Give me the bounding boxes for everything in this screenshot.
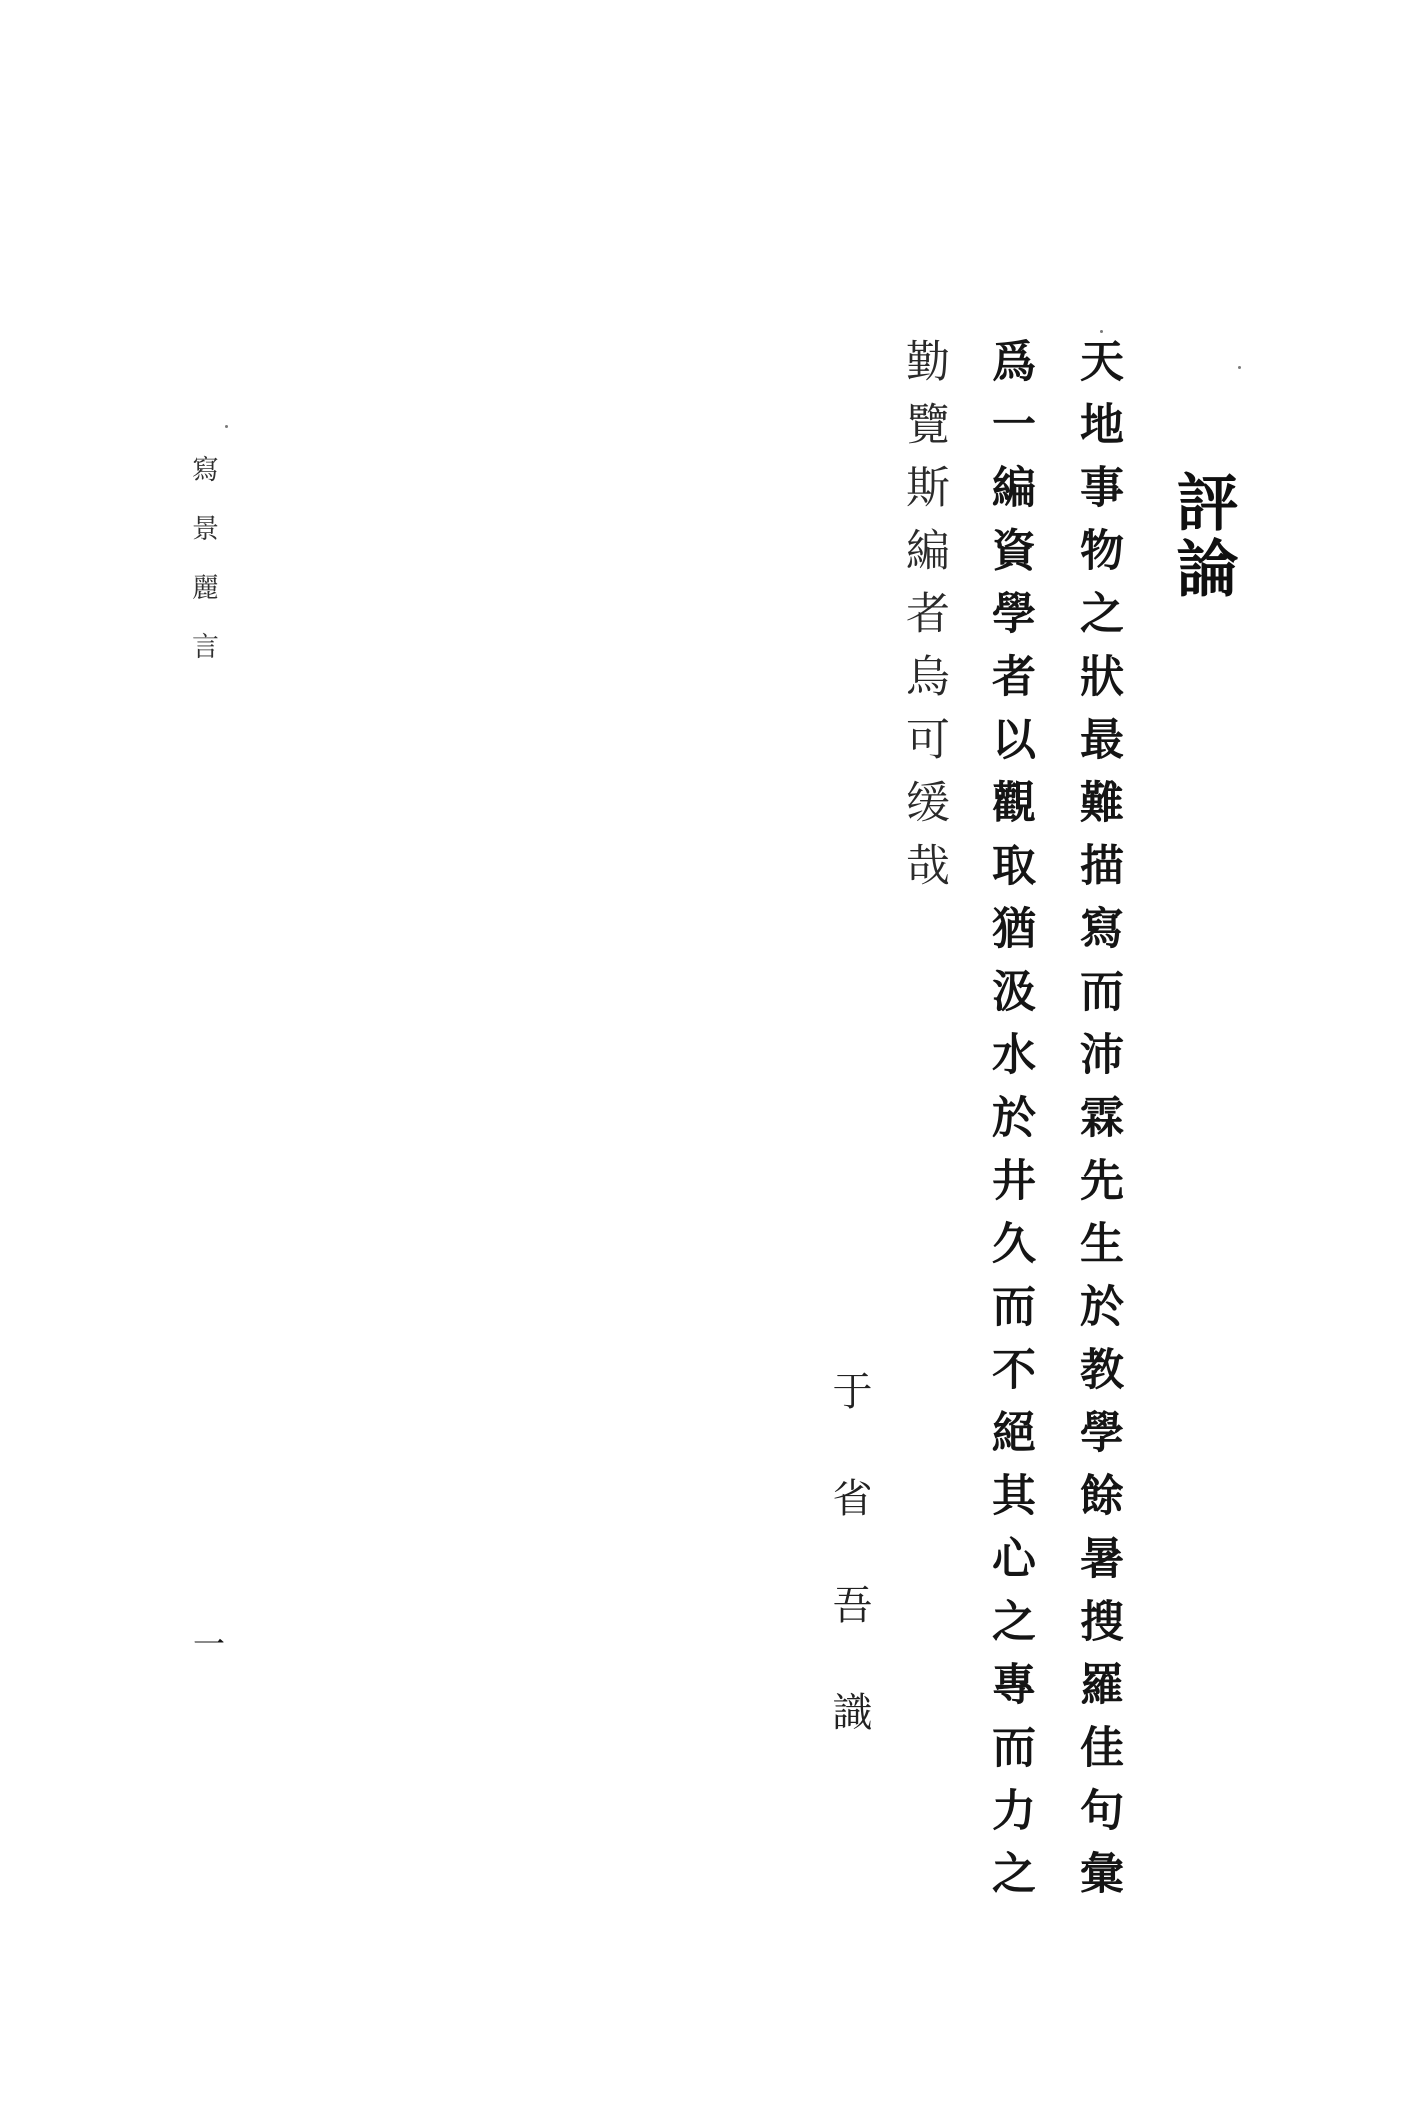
page-number: 一 [193, 1625, 226, 1663]
body-text-column-3: 勤覽斯編者烏可缓哉 [898, 338, 949, 905]
author-signature: 于省吾識 [826, 1370, 872, 1798]
print-speck [1100, 330, 1103, 333]
running-head: 寫景麗言 [187, 455, 218, 691]
section-title: 評論 [1166, 470, 1239, 602]
print-speck [1238, 366, 1241, 369]
body-text-column-2: 爲一編資學者以觀取猶汲水於井久而不絕其心之專而力之 [984, 338, 1035, 1913]
print-speck [225, 425, 228, 428]
body-text-column-1: 天地事物之狀最難描寫而沛霖先生於教學餘暑搜羅佳句彙 [1072, 338, 1123, 1913]
